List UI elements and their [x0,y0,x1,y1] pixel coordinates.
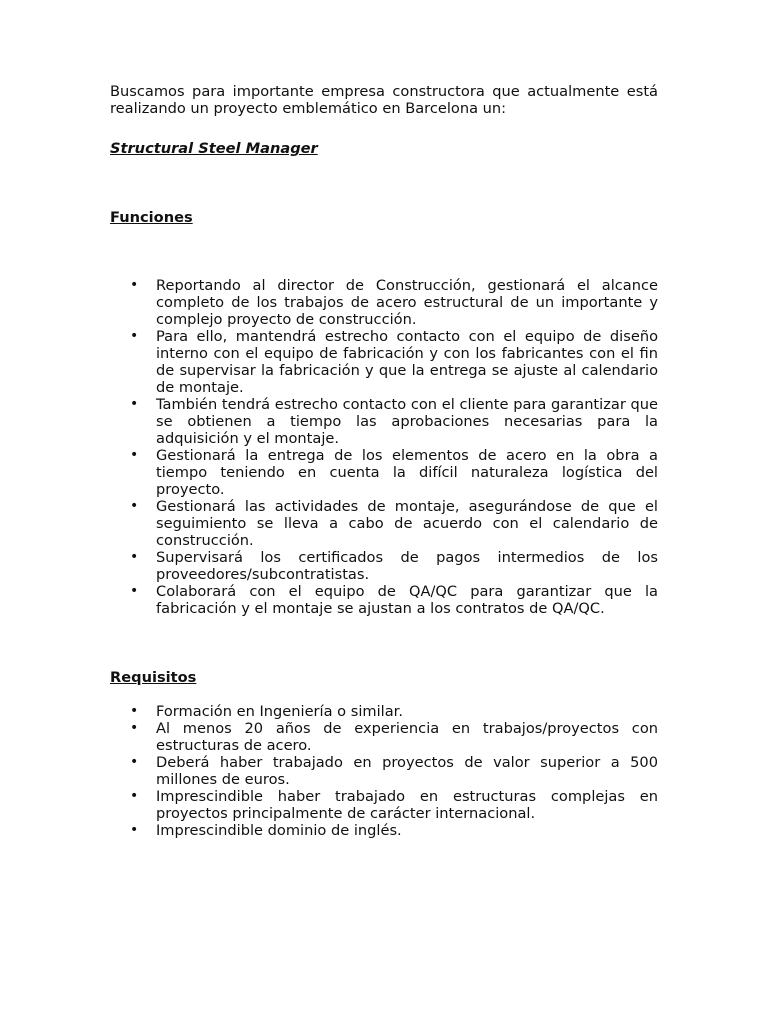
list-item-text: Para ello, mantendrá estrecho contacto con el equipo de diseño interno con el equipo de fabricación y con los fabricantes con el fin de supervisar la fabricación y que la entrega se ajuste al calendario de montaje. [156,328,658,396]
list-item [110,396,658,447]
list-item-text: Imprescindible haber trabajado en estructuras complejas en proyectos principalmente de carácter internacional. [156,788,658,822]
list-item [110,788,658,822]
bullet-icon: • [130,447,139,463]
list-item [110,447,658,498]
funciones-list [110,277,658,617]
bullet-icon: • [130,396,139,412]
list-item-text: Al menos 20 años de experiencia en trabajos/proyectos con estructuras de acero. [156,720,658,754]
list-item [110,498,658,549]
requisitos-list [110,703,658,839]
document-page [110,83,658,839]
list-item-text: Formación en Ingeniería o similar. [156,703,403,720]
bullet-icon: • [130,277,139,293]
intro-paragraph: Buscamos para importante empresa constructora que actualmente está realizando un proyecto emblemático en Barcelona un: [110,83,658,117]
list-item-text: Gestionará la entrega de los elementos de acero en la obra a tiempo teniendo en cuenta la difícil naturaleza logística del proyecto. [156,447,658,498]
bullet-icon: • [130,583,139,599]
bullet-icon: • [130,720,139,736]
funciones-heading: Funciones [110,209,193,226]
list-item [110,822,658,839]
list-item [110,703,658,720]
list-item [110,549,658,583]
requisitos-heading: Requisitos [110,669,197,686]
bullet-icon: • [130,822,139,838]
bullet-icon: • [130,328,139,344]
list-item-text: Colaborará con el equipo de QA/QC para garantizar que la fabricación y el montaje se ajustan a los contratos de QA/QC. [156,583,658,617]
list-item-text: Supervisará los certificados de pagos intermedios de los proveedores/subcontratistas. [156,549,658,583]
list-item [110,328,658,396]
list-item [110,754,658,788]
list-item [110,720,658,754]
list-item-text: También tendrá estrecho contacto con el cliente para garantizar que se obtienen a tiempo las aprobaciones necesarias para la adquisición y el montaje. [156,396,658,447]
list-item-text: Deberá haber trabajado en proyectos de valor superior a 500 millones de euros. [156,754,658,788]
list-item-text: Imprescindible dominio de inglés. [156,822,402,839]
list-item-text: Gestionará las actividades de montaje, asegurándose de que el seguimiento se lleva a cabo de acuerdo con el calendario de construcción. [156,498,658,549]
bullet-icon: • [130,498,139,514]
job-title: Structural Steel Manager [110,140,318,157]
bullet-icon: • [130,788,139,804]
bullet-icon: • [130,703,139,719]
list-item [110,277,658,328]
list-item-text: Reportando al director de Construcción, gestionará el alcance completo de los trabajos de acero estructural de un importante y complejo proyecto de construcción. [156,277,658,328]
bullet-icon: • [130,549,139,565]
bullet-icon: • [130,754,139,770]
list-item [110,583,658,617]
